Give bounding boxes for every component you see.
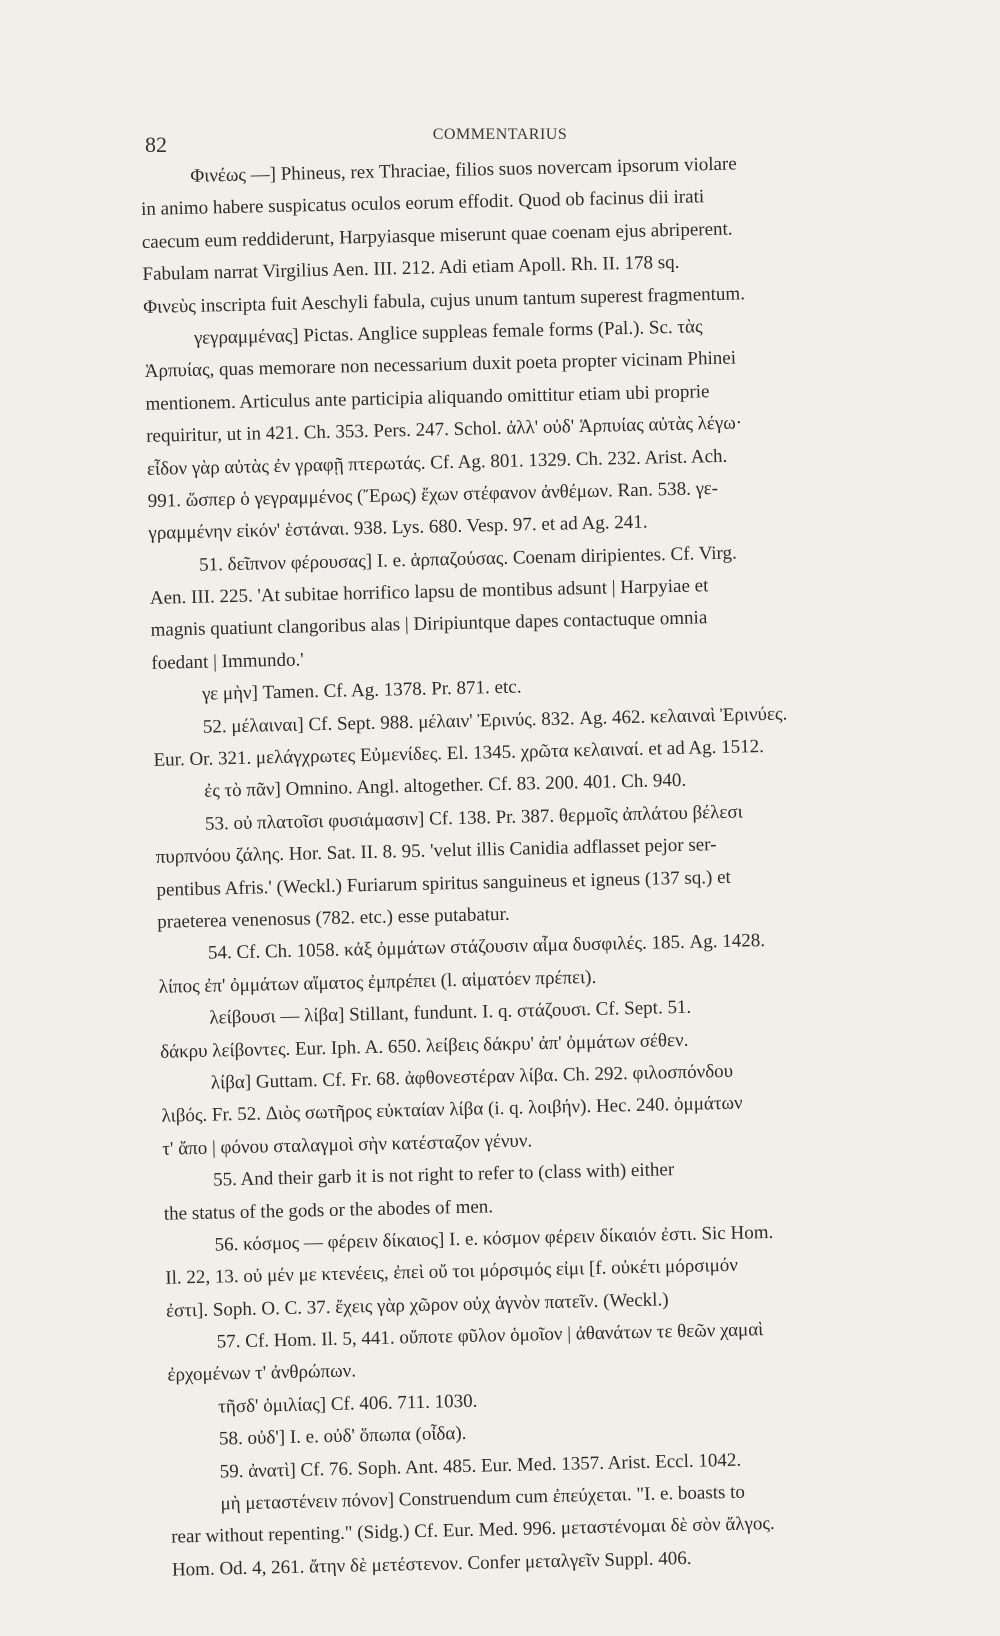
text-line: 54. Cf. Ch. 1058. κἀξ ὀμμάτων στάζουσιν αἷμα δυσφιλές. 185. Ag. 1428. — [207, 930, 766, 965]
commentary-text — [140, 144, 971, 1581]
text-line: ἐρχομένων τ' ἀνθρώπων. — [167, 1360, 357, 1387]
text-line: Hom. Od. 4, 261. ἄτην δὲ μετέστενον. Confer μεταλγεῖν Suppl. 406. — [171, 1547, 692, 1581]
text-line: 59. ἀνατὶ] Cf. 76. Soph. Ant. 485. Eur. Med. 1357. Arist. Eccl. 1042. — [219, 1449, 742, 1483]
text-line: δάκρυ λείβοντες. Eur. Iph. A. 650. λείβεις δάκρυ' ἀπ' ὀμμάτων σέθεν. — [159, 1029, 689, 1063]
text-line: μὴ μεταστένειν πόνον] Construendum cum ἐπεύχεται. "I. e. boasts to — [220, 1481, 746, 1515]
text-line: magnis quatiunt clangoribus alas | Diripiuntque dapes contactuque omnia — [150, 607, 708, 642]
text-line: γραμμένην εἰκόν' ἑστάναι. 938. Lys. 680. Vesp. 97. et ad Ag. 241. — [148, 511, 648, 545]
text-line: Eur. Or. 321. μελάγχρωτες Εὐμενίδες. El. 1345. χρῶτα κελαιναί. et ad Ag. 1512. — [153, 736, 765, 771]
text-line: 58. οὐδ'] I. e. οὐδ' ὅπωπα (οἶδα). — [218, 1423, 467, 1450]
text-line: Φινέως —] Phineus, rex Thraciae, filios suos novercam ipsorum violare — [190, 153, 737, 187]
text-line: foedant | Immundo.' — [151, 649, 304, 674]
text-line: pentibus Afris.' (Weckl.) Furiarum spiritus sanguineus et igneus (137 sq.) et — [156, 866, 732, 901]
text-line: 57. Cf. Hom. Il. 5, 441. οὔποτε φῦλον ὁμοῖον | ἀθανάτων τε θεῶν χαμαὶ — [216, 1319, 764, 1353]
text-line: λείβουσι — λίβα] Stillant, fundunt. I. q. στάζουσι. Cf. Sept. 51. — [209, 996, 692, 1029]
text-line: Aen. III. 225. 'At subitae horrifico lapsu de montibus adsunt | Harpyiae et — [149, 575, 709, 609]
text-line: 52. μέλαιναι] Cf. Sept. 988. μέλαιν' Ἐρινύς. 832. Ag. 462. κελαιναὶ Ἐρινύες. — [202, 703, 788, 738]
text-line: λίβα] Guttam. Cf. Fr. 68. ἀφθονεστέραν λίβα. Ch. 292. φιλοσπόνδου — [210, 1060, 734, 1094]
page-number: 82 — [145, 132, 167, 157]
text-line: Ἁρπυίας, quas memorare non necessarium duxit poeta propter vicinam Phinei — [144, 347, 737, 383]
text-line: 991. ὥσπερ ὁ γεγραμμένος (Ἔρως) ἔχων στέφανον ἀνθέμων. Ran. 538. γε- — [147, 477, 719, 512]
text-line: γεγραμμένας] Pictas. Anglice suppleas female forms (Pal.). Sc. τὰς — [193, 316, 703, 349]
text-line: caecum eum reddiderunt, Harpyiasque miserunt quae coenam ejus abriperent. — [141, 218, 733, 253]
text-line: τῆσδ' ὁμιλίας] Cf. 406. 711. 1030. — [218, 1390, 478, 1418]
text-line: praeterea venenosus (782. etc.) esse putabatur. — [157, 903, 510, 933]
text-line: εἶδον γὰρ αὐτὰς ἐν γραφῇ πτερωτάς. Cf. Ag. 801. 1329. Ch. 232. Arist. Ach. — [146, 445, 728, 480]
text-line: requiritur, ut in 421. Ch. 353. Pers. 247. Schol. ἀλλ' οὐδ' Ἁρπυίας αὐτὰς λέγω· — [145, 412, 743, 448]
text-line: γε μὴν] Tamen. Cf. Ag. 1378. Pr. 871. etc. — [201, 676, 522, 705]
text-line: rear without repenting." (Sidg.) Cf. Eur. Med. 996. μεταστένομαι δὲ σὸν ἄλγος. — [170, 1513, 775, 1549]
text-line: λίπος ἐπ' ὀμμάτων αἵματος ἐμπρέπει (l. αἱματόεν πρέπει). — [158, 966, 597, 998]
text-line: τ' ἄπο | φόνου σταλαγμοὶ σὴν κατέσταζον γένυν. — [162, 1130, 533, 1160]
text-line: 53. οὐ πλατοῖσι φυσιάμασιν] Cf. 138. Pr. 387. θερμοῖς ἀπλάτου βέλεσι — [204, 801, 743, 835]
text-line: ἐστι]. Soph. O. C. 37. ἔχεις γὰρ χῶρον οὐχ ἁγνὸν πατεῖν. (Weckl.) — [165, 1288, 669, 1322]
text-line: 51. δεῖπνον φέρουσας] I. e. ἁρπαζούσας. Coenam diripientes. Cf. Virg. — [198, 542, 738, 576]
text-line: Fabulam narrat Virgilius Aen. III. 212. Adi etiam Apoll. Rh. II. 178 sq. — [142, 251, 680, 286]
text-line: mentionem. Articulus ante participia aliquando omittitur etiam ubi proprie — [145, 380, 710, 415]
text-line: πυρπνόου ζάλης. Hor. Sat. II. 8. 95. 'velut illis Canidia adflasset pejor ser- — [155, 834, 717, 869]
text-line: 56. κόσμος — φέρειν δίκαιος] I. e. κόσμον φέρειν δίκαιόν ἐστι. Sic Hom. — [214, 1221, 774, 1256]
text-line: Il. 22, 13. οὐ μέν με κτενέεις, ἐπεὶ οὔ τοι μόρσιμός εἰμι [f. οὐκέτι μόρσιμόν — [165, 1255, 739, 1289]
text-line: Φινεὺς inscripta fuit Aeschyli fabula, cujus unum tantum superest fragmentum. — [143, 282, 746, 318]
text-line: λιβός. Fr. 52. Διὸς σωτῆρος εὐκταίαν λίβα (i. q. λοιβήν). Hec. 240. ὀμμάτων — [161, 1092, 743, 1128]
running-head: COMMENTARIUS — [432, 126, 568, 143]
text-line: in animo habere suspicatus oculos eorum effodit. Quod ob facinus dii irati — [140, 186, 705, 221]
text-line: 55. And their garb it is not right to refer to (class with) either — [212, 1159, 675, 1191]
text-line: the status of the gods or the abodes of men. — [163, 1195, 494, 1225]
text-line: ἐς τὸ πᾶν] Omnino. Angl. altogether. Cf. 83. 200. 401. Ch. 940. — [204, 770, 687, 803]
